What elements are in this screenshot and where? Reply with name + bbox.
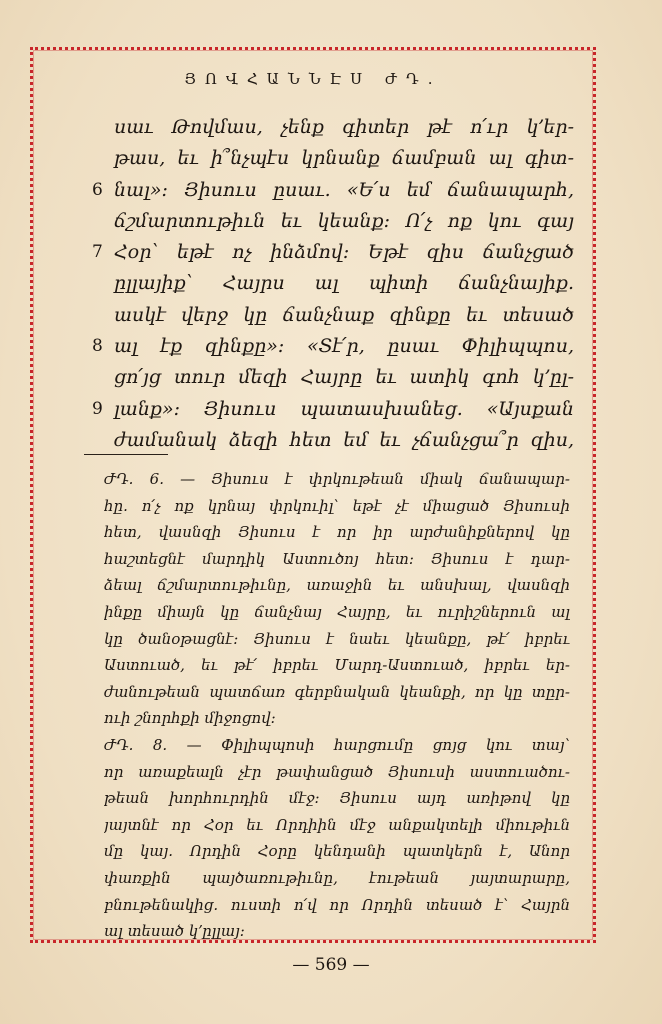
footnote-line: կը ծանօթացնէ: Յիսուս է նաեւ կեանքը, թէ՛ իբրեւ	[104, 629, 570, 648]
verse-number: 8	[92, 336, 103, 357]
text-line	[84, 362, 574, 393]
footnote-line: հը. ո՛չ ոք կրնայ փրկուիլ՝ եթէ չէ միացած Յիսուսի	[104, 496, 570, 515]
text-line	[84, 268, 574, 299]
text-line	[84, 331, 574, 362]
footnote-line: ուի շնորհքի միջոցով:	[104, 709, 276, 728]
text-line	[84, 394, 574, 425]
text-line	[84, 175, 574, 206]
footnote	[104, 466, 570, 732]
footnotes	[104, 466, 570, 945]
footnote-line: բնութենակից. ուստի ո՛վ որ Որդին տեսած է՝ Հայրն	[104, 895, 570, 914]
line-text: ժամանակ ձեզի հետ եմ եւ չճանչցա՞ր զիս,	[114, 428, 574, 451]
line-text: լանք»: Յիսուս պատասխանեց. «Այսքան	[114, 397, 574, 420]
line-text: Հօր՝ եթէ ոչ ինձմով: Եթէ զիս ճանչցած	[114, 241, 574, 264]
text-line	[84, 300, 574, 331]
footnote-line: փառքին պայծառութիւնը, էութեան յայտարարը,	[104, 868, 570, 887]
line-text: նալ»: Յիսուս ըսաւ. «Ե՛ս եմ ճանապարհ,	[114, 178, 574, 201]
verse-number: 9	[92, 398, 103, 419]
footnote	[104, 732, 570, 945]
footnote-line: ժանութեան պատճառ գերբնական կեանքի, որ կը տըր-	[104, 682, 570, 701]
footnote-separator	[84, 454, 168, 455]
footnote-line: ԺԴ. 6. — Յիսուս է փրկութեան միակ ճանապար-	[104, 470, 570, 488]
line-text: ալ էք զինքը»: «Տէ՛ր, ըսաւ Փիլիպպոս,	[114, 335, 574, 358]
main-text	[84, 112, 574, 456]
line-text: ասկէ վերջ կը ճանչնաք զինքը եւ տեսած	[114, 303, 574, 326]
footnote-line: որ առաքեալն չէր թափանցած Յիսուսի աստուածու-	[104, 762, 570, 781]
line-text: ըլլայիք՝ Հայրս ալ պիտի ճանչնայիք.	[114, 272, 574, 295]
footnote-line: յայտնէ որ Հօր եւ Որդիին մէջ անքակտելի միութիւն	[104, 815, 570, 834]
footnote-line: ալ տեսած կ՚ըլլայ:	[104, 922, 245, 941]
line-text: ճշմարտութիւն եւ կեանք: Ո՛չ ոք կու գայ	[114, 209, 574, 232]
text-line	[84, 112, 574, 143]
footnote-line: հաշտեցնէ մարդիկ Աստուծոյ հետ: Յիսուս է դար-	[104, 549, 570, 568]
line-text: ցո՛յց տուր մեզի Հայրը եւ ատիկ գոհ կ՚ըլ-	[114, 366, 574, 389]
running-header: ՅՈՎՀԱՆՆԷՍ ԺԴ.	[184, 70, 442, 88]
footnote-line: Աստուած, եւ թէ՛ իբրեւ Մարդ-Աստուած, իբրեւ եր-	[104, 656, 570, 675]
text-line	[84, 206, 574, 237]
footnote-line: ձեալ ճշմարտութիւնը, առաջին եւ անսխալ, վասնզի	[104, 576, 570, 595]
footnote-line: մը կայ. Որդին Հօրը կենդանի պատկերն է, Անոր	[104, 842, 570, 861]
footnote-line: հետ, վասնզի Յիսուս է որ իր արժանիքներով կը	[104, 523, 570, 542]
line-text: թաս, եւ ի՞նչպէս կրնանք ճամբան ալ գիտ-	[114, 147, 574, 170]
page-number: — 569 —	[292, 955, 370, 975]
footnote-line: թեան խորհուրդին մէջ: Յիսուս այդ առիթով կը	[104, 789, 570, 808]
verse-number: 7	[92, 242, 103, 263]
line-text: սաւ Թովմաս, չենք գիտեր թէ ո՛ւր կ՚եր-	[114, 116, 574, 138]
text-line	[84, 425, 574, 456]
text-line	[84, 237, 574, 268]
text-line	[84, 143, 574, 174]
footnote-line: ԺԴ. 8. — Փիլիպպոսի հարցումը ցոյց կու տայ՝	[104, 735, 570, 754]
footnote-line: ինքը միայն կը ճանչնայ Հայրը, եւ ուրիշներուն ալ	[104, 602, 570, 621]
verse-number: 6	[92, 179, 103, 200]
